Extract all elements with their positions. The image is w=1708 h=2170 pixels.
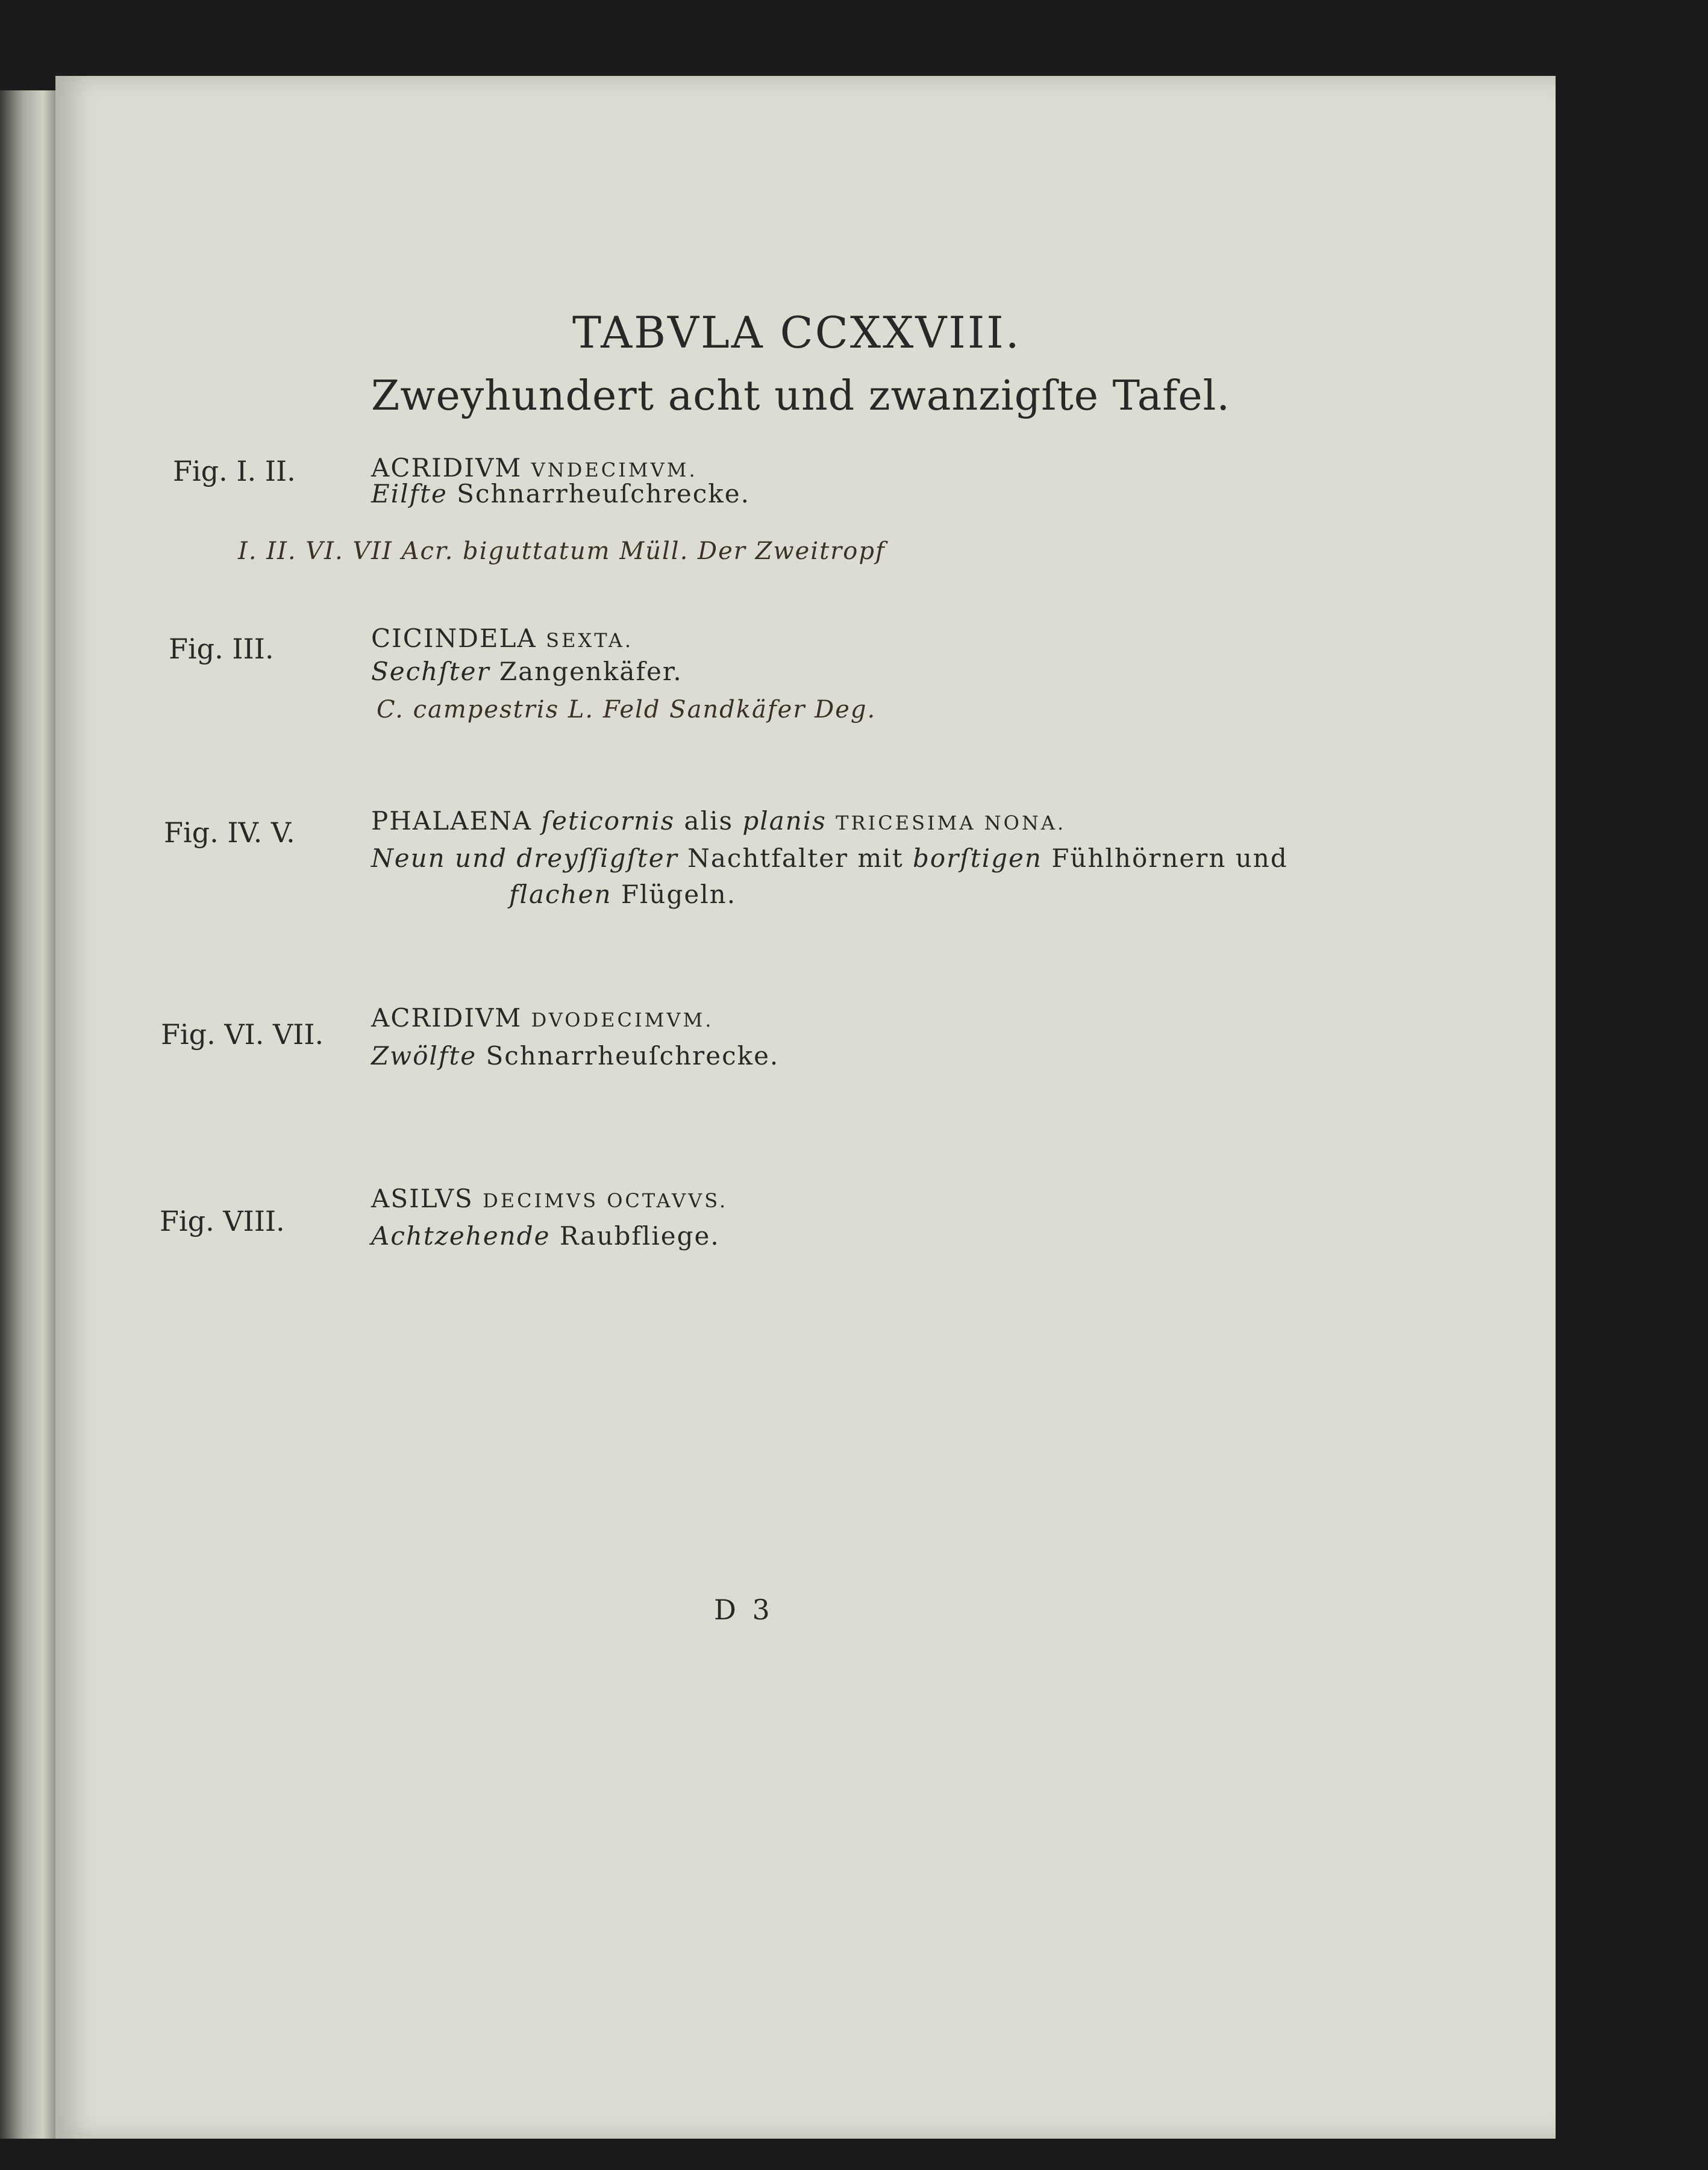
german-ordinal: Achtzehende — [371, 1221, 551, 1251]
species-ordinal: DECIMVS OCTAVVS. — [483, 1189, 728, 1212]
plate-subtitle: Zweyhundert acht und zwanzigſte Tafel. — [371, 372, 1231, 420]
figure-label: Fig. VIII. — [160, 1205, 285, 1237]
species-genus: ACRIDIVM — [371, 453, 522, 483]
german-word: Nachtfalter mit — [687, 843, 904, 873]
german-name-continued — [509, 880, 736, 909]
figure-label: Fig. III. — [169, 633, 274, 665]
german-word: Fühlhörnern und — [1051, 843, 1288, 873]
german-common-name: Raubfliege. — [559, 1221, 720, 1251]
species-genus: ACRIDIVM — [371, 1003, 522, 1033]
latin-name — [371, 624, 633, 653]
figure-label: Fig. IV. V. — [164, 816, 295, 849]
german-name — [371, 843, 1288, 873]
latin-name — [371, 806, 1066, 836]
latin-word: alis — [684, 806, 734, 836]
species-genus: CICINDELA — [371, 624, 537, 653]
species-ordinal: TRICESIMA NONA. — [836, 811, 1066, 834]
latin-word: ſeticornis — [541, 806, 675, 836]
species-genus: ASILVS — [371, 1184, 474, 1213]
german-common-name: Schnarrheuſchrecke. — [457, 479, 750, 508]
german-ordinal: Sechſter — [371, 657, 490, 686]
german-name — [371, 479, 750, 508]
german-name — [371, 1041, 779, 1071]
latin-word: planis — [742, 806, 827, 836]
german-ordinal: Eilfte — [371, 479, 448, 508]
figure-label: Fig. VI. VII. — [161, 1018, 324, 1051]
species-ordinal: VNDECIMVM. — [531, 458, 698, 481]
german-ordinal: Neun und dreyſſigſter — [371, 843, 678, 873]
figure-label: Fig. I. II. — [173, 455, 296, 487]
german-word: Flügeln. — [621, 880, 737, 909]
german-common-name: Schnarrheuſchrecke. — [486, 1041, 780, 1071]
plate-title: TABVLA CCXXVIII. — [572, 307, 1021, 358]
german-word: borſtigen — [912, 843, 1042, 873]
german-ordinal: Zwölfte — [371, 1041, 477, 1071]
species-ordinal: DVODECIMVM. — [531, 1008, 714, 1031]
species-ordinal: SEXTA. — [546, 629, 634, 652]
german-name — [371, 1221, 720, 1251]
latin-name — [371, 453, 698, 483]
book-spine-edge — [0, 90, 57, 2139]
german-common-name: Zangenkäfer. — [499, 657, 683, 686]
latin-name — [371, 1003, 713, 1033]
signature-mark: D 3 — [714, 1593, 774, 1626]
handwritten-note: I. II. VI. VII Acr. biguttatum Müll. Der Zweitropf — [238, 537, 886, 565]
handwritten-note: C. campestris L. Feld Sandkäfer Deg. — [377, 696, 877, 724]
latin-name — [371, 1184, 728, 1213]
species-genus: PHALAENA — [371, 806, 533, 836]
german-name — [371, 657, 683, 686]
german-word: flachen — [509, 880, 612, 909]
